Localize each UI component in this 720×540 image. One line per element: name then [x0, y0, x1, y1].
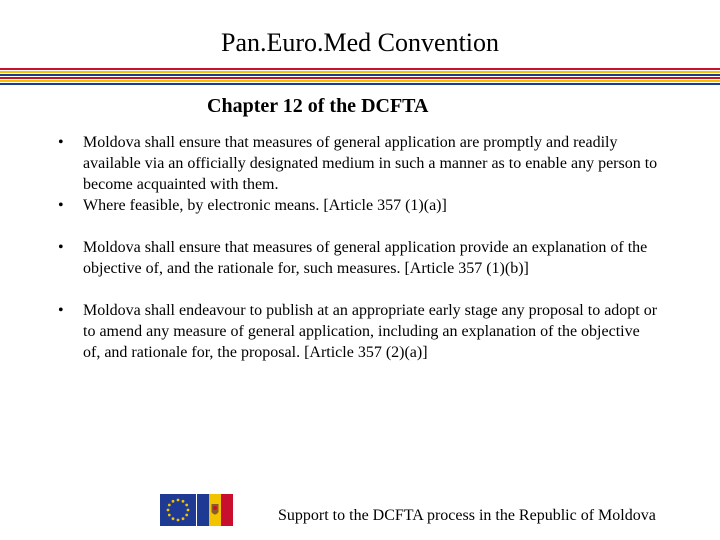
stripe-6	[0, 83, 720, 85]
header-stripes	[0, 68, 720, 86]
stripe-4	[0, 77, 720, 79]
bullet-marker: •	[58, 239, 64, 256]
footer-text: Support to the DCFTA process in the Republic of Moldova	[278, 507, 656, 524]
bullet-text: Moldova shall endeavour to publish at an appropriate early stage any proposal to adopt or to amend any measure of general application, including an explanation of the objective of, and rationale for, the proposal. [Article 357 (2)(a)]	[83, 302, 658, 361]
stripe-2	[0, 71, 720, 73]
bullet-item	[58, 300, 658, 363]
eu-flag-icon	[160, 494, 196, 526]
chapter-heading: Chapter 12 of the DCFTA	[207, 95, 429, 117]
bullet-marker: •	[58, 134, 64, 151]
bullet-marker: •	[58, 197, 64, 214]
bullet-item	[58, 195, 658, 216]
stripe-5	[0, 80, 720, 82]
footer-logos	[160, 494, 233, 526]
bullet-text: Moldova shall ensure that measures of general application are promptly and readily available via an officially designated medium in such a manner as to enable any person to become acquainted with them.	[83, 134, 658, 193]
bullet-item	[58, 132, 658, 195]
bullet-item	[58, 237, 658, 279]
stripe-3	[0, 74, 720, 76]
slide-title: Pan.Euro.Med Convention	[220, 28, 500, 57]
bullet-text: Moldova shall ensure that measures of general application provide an explanation of the objective of, and the rationale for, such measures. [Article 357 (1)(b)]	[83, 239, 648, 277]
moldova-flag-icon	[197, 494, 233, 526]
bullet-text: Where feasible, by electronic means. [Article 357 (1)(a)]	[83, 197, 447, 214]
bullet-marker: •	[58, 302, 64, 319]
stripe-1	[0, 68, 720, 70]
bullet-list	[58, 132, 658, 363]
